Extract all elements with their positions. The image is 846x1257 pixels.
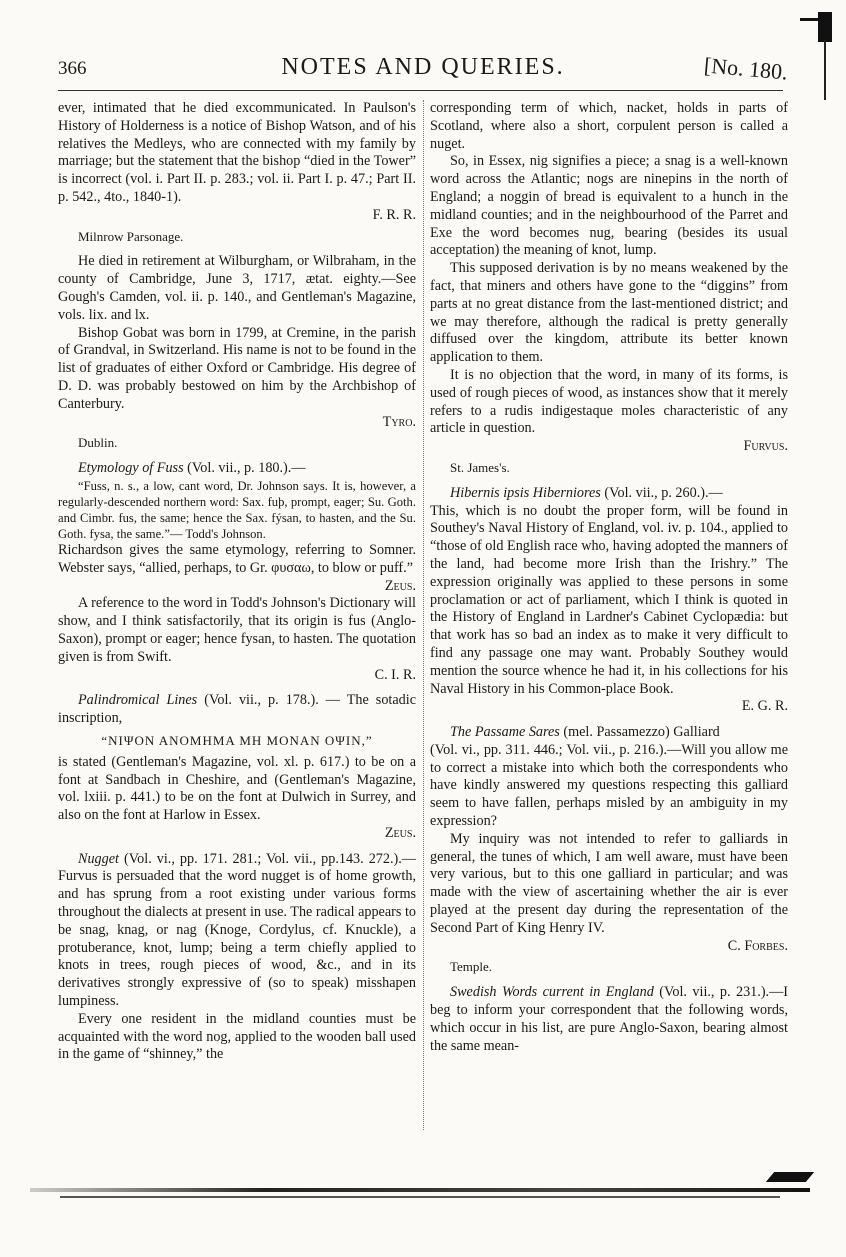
place-line: Dublin. [78,435,118,451]
paragraph: This, which is no doubt the proper form, will be found in Southey's Naval History of England, vol. iv. p. 104., applied to “those of old English race who, having adopted the manners of the land, had become more Irish than the Irishry.” The expression originally was applied to these persons in some proclamation or act of parliament, which I think is quoted in the History of England in Lardner's Cabinet Cyclopædia: but that work has so bad an index as to make it very difficult to find any passage one may want. Probably Southey would mention the source whence he had it, in his collections for his Naval History in his Common-place Book. [430,502,788,697]
bottom-rule [30,1188,810,1192]
paragraph: My inquiry was not intended to refer to galliards in general, the tunes of which, I am well aware, must have been very various, but to this one galliard in particular; and was made with the view of ascertaining whether the air is ever played at the present day during the representation of the Second Part of King Henry IV. [430,830,788,936]
paragraph: (Vol. vi., pp. 311. 446.; Vol. vii., p. 216.).—Will you allow me to correct a mistake into which both the correspondents who have kindly answered my questions respecting this galliard seem to have fallen, perhaps misled by an ambiguity in my expression? [430,741,788,830]
entry-title: Etymology of Fuss [78,460,184,477]
issue-number: [No. 180. [703,52,789,85]
paragraph: So, in Essex, nig signifies a piece; a snag is a well-known word across the Atlantic; nogs are ninepins in the north of England; a noggin of bread is equivalent to a hunch in the midland counties; and in the neighbourhood of the Parret and Exe the word becomes nug, bearing (besides its usual acceptation) the meaning of knot, lump. [430,153,788,259]
signature: E. G. R. [741,698,788,715]
entry-subtitle: (mel. Passamezzo) Galliard [563,724,720,741]
entry-title: The Passame Sares [450,724,560,741]
entry-title: Hibernis ipsis Hiberniores [450,484,601,501]
paragraph: (Vol. vi., pp. 171. 281.; Vol. vii., pp.143. 272.).—Furvus is persuaded that the word nugget is of home growth, and has sprung from a root existing under various forms throughout the dialects at present in use. The radical appears to be snag, knag, or nag (Knoge, Cordylus, cf. Knuckle), a protuberance, knot, lump; being a term chiefly applied to knots in trees, rough pieces of wood, &c., and in its derivatives strongly expressive of (so to speak) misshapen lumpiness. [58,850,416,1010]
paragraph: ever, intimated that he died excommunicated. In Paulson's History of Holderness is a notice of Bishop Watson, and of his relatives the Medleys, who are connected with my family by marriage; but the statement that the bishop “died in the Tower” is incorrect (vol. i. Part II. p. 283.; vol. ii. Part I. p. 47.; Part II. p. 542., 4to., 1840-1). [58,100,416,205]
signature: Zeus. [384,824,416,841]
page-number: 366 [58,58,87,79]
right-column [430,100,788,1055]
journal-title: NOTES AND QUERIES. [281,54,565,80]
entry-heading [430,984,788,1055]
paragraph: This supposed derivation is by no means weakened by the fact, that miners and others have gone to the “diggins” from parts at no great distance from the last-mentioned district; and we may therefore, although the radical is pretty generally diffused over the kingdom, attribute its better known application to them. [430,260,788,366]
paragraph: Bishop Gobat was born in 1799, at Cremine, in the parish of Grandval, in Switzerland. His name is not to be found in the list of graduates of either Oxford or Cambridge. His degree of D. D. was probably bestowed on him by the Archbishop of Canterbury. [58,324,416,412]
corner-line [824,40,826,100]
paragraph: He died in retirement at Wilburgham, or Wilbraham, in the county of Cambridge, June 3, 1717, ætat. eighty.—See Gough's Camden, vol. ii. p. 140., and Gentleman's Magazine, vols. lix. and lx. [58,253,416,323]
entry-ref: (Vol. vii., p. 260.).— [604,484,723,501]
printer-ornament [766,1172,814,1182]
entry-heading [58,851,416,1011]
entry-title: Nugget [78,850,119,867]
signature: C. Forbes. [727,937,788,954]
entry-heading [430,724,788,742]
greek-inscription: “NIΨON ANOMHMA MH MONAN OΨIN,” [101,732,373,748]
quotation: “Fuss, n. s., a low, cant word, Dr. Johnson says. It is, however, a regularly-descended northern word: Sax. fuþ, prompt, eager; Su. Goth. and Cimbr. fus, the same; hence the Sax. fýsan, to hasten, and the Su. Goth. fysa, the same.”— Todd's Johnson. [58,478,416,541]
left-column [58,100,416,1064]
paragraph: is stated (Gentleman's Magazine, vol. xl. p. 617.) to be on a font at Sandbach in Cheshire, and (Gentleman's Magazine, vol. lxiii. p. 441.) to be on the font at Dulwich in Surrey, and also on the font at Harlow in Essex. [58,753,416,824]
entry-heading [58,692,416,728]
paragraph: corresponding term of which, nacket, holds in parts of Scotland, where also a short, corpulent person is called a nuget. [430,100,788,152]
signature: F. R. R. [372,206,416,223]
page-header [58,52,788,86]
signature: Tyro. [382,413,416,430]
entry-heading [58,460,416,478]
header-rule [58,90,783,91]
column-divider [423,100,424,1130]
place-line: St. James's. [450,459,510,475]
signature: Furvus. [743,438,788,455]
signature: C. I. R. [374,666,416,683]
entry-ref: (Vol. vii., p. 178.). — The sotadic inscription, [58,692,416,727]
corner-mark [818,12,832,42]
entry-heading [430,485,788,503]
paragraph: (Vol. vii., p. 231.).—I beg to inform your correspondent that the following words, which occur in his list, are pure Anglo-Saxon, bearing almost the same mean- [430,984,788,1054]
entry-title: Palindromical Lines [78,692,198,709]
paragraph: Richardson gives the same etymology, referring to Somner. Webster says, “allied, perhaps, to Gr. φυσαω, to blow or puff.” [58,541,416,576]
entry-title: Swedish Words current in England [450,984,654,1001]
place-line: Milnrow Parsonage. [78,228,184,244]
paragraph: It is no objection that the word, in many of its forms, is used of rough pieces of wood, as instances show that it merely refers to a rudis indigestaque moles characteristic of any article in question. [430,366,788,437]
bottom-rule-thin [60,1196,780,1198]
paragraph: Every one resident in the midland counties must be acquainted with the word nog, applied to the wooden ball used in the game of “shinney,” the [58,1010,416,1063]
signature: Zeus. [384,577,416,594]
place-line: Temple. [450,959,493,975]
paragraph: A reference to the word in Todd's Johnson's Dictionary will show, and I think satisfactorily, that its origin is fus (Anglo-Saxon), prompt or eager; hence fysan, to hasten. The quotation given is from Swift. [58,595,416,665]
entry-ref: (Vol. vii., p. 180.).— [187,460,306,477]
